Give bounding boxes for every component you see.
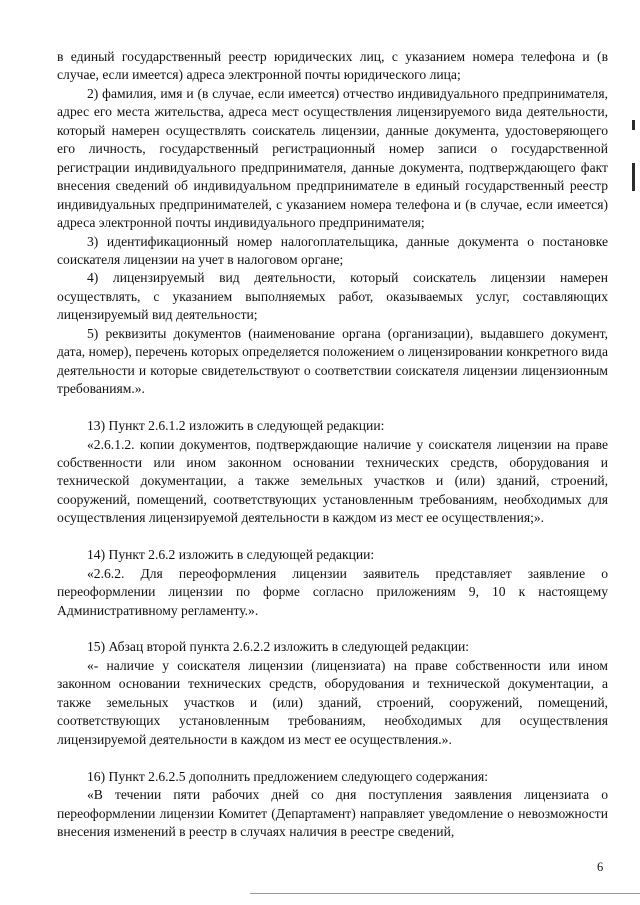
scan-artifact-mark (632, 120, 635, 130)
amendment-13-text: «2.6.1.2. копии документов, подтверждающие наличие у соискателя лицензии на праве собственности или ином законном основании технических средств, оборудования и технической документации, а также земельных участков и (или) зданий, строений, сооружений, помещений, соответствующих установленным требованиям, необходимых для осуществления лицензируемой деятельности в каждом из мест ее осуществления;». (57, 436, 608, 526)
amendment-16-heading: 16) Пункт 2.6.2.5 дополнить предложением следующего содержания: (87, 768, 489, 784)
paragraph-item-5: 5) реквизиты документов (наименование органа (организации), выдавшего документ, дата, номер), перечень которых определяется положением о лицензировании конкретного вида деятельности и которые свидетельствуют о соответствии соискателя лицензии лицензионным требованиям.». (57, 325, 608, 397)
amendment-14-text: «2.6.2. Для переоформления лицензии заявитель представляет заявление о переоформлении лицензии по форме согласно приложениям 9, 10 к настоящему Административному регламенту.». (57, 565, 608, 618)
paragraph-continuation: в единый государственный реестр юридических лиц, с указанием номера телефона и (в случае, если имеется) адреса электронной почты юридического лица; (57, 49, 608, 83)
paragraph-item-4: 4) лицензируемый вид деятельности, который соискатель лицензии намерен осуществлять, с указанием выполняемых работ, оказываемых услуг, составляющих лицензируемый вид деятельности; (57, 270, 608, 323)
paragraph-item-3: 3) идентификационный номер налогоплательщика, данные документа о постановке соискателя лицензии на учет в налоговом органе; (57, 233, 608, 267)
paragraph-item-2: 2) фамилия, имя и (в случае, если имеется) отчество индивидуального предпринимателя, адрес его места жительства, адреса мест осуществления лицензируемого вида деятельности, который намерен осуществлять соискатель лицензии, данные документа, удостоверяющего его личность, государственный регистрационный номер записи о государственной регистрации индивидуального предпринимателя, данные документа, подтверждающего факт внесения сведений об индивидуальном предпринимателе в единый государственный реестр индивидуальных предпринимателей, с указанием номера телефона и (в случае, если имеется) адреса электронной почты индивидуального предпринимателя; (57, 85, 608, 231)
amendment-16-text: «В течении пяти рабочих дней со дня поступления заявления лицензиата о переоформлении лицензии Комитет (Департамент) направляет уведомление о невозможности внесения изменений в реестр в случаях наличия в реестре сведений, (57, 787, 608, 839)
scan-artifact-line (250, 893, 640, 894)
amendment-15-heading: 15) Абзац второй пункта 2.6.2.2 изложить в следующей редакции: (87, 639, 470, 655)
amendment-15-text: «- наличие у соискателя лицензии (лицензиата) на праве собственности или ином законном основании технических средств, оборудования и технической документации, а также земельных участков и (или) зданий, строений, сооружений, помещений, соответствующих установленным требованиям, необходимых для осуществления лицензируемой деятельности в каждом из мест ее осуществления.». (57, 657, 608, 747)
document-body (57, 48, 608, 841)
amendment-14-heading: 14) Пункт 2.6.2 изложить в следующей редакции: (87, 547, 375, 563)
scan-artifact-mark (632, 163, 635, 191)
amendment-13-heading: 13) Пункт 2.6.1.2 изложить в следующей редакции: (87, 418, 385, 434)
page-number: 6 (597, 860, 604, 874)
